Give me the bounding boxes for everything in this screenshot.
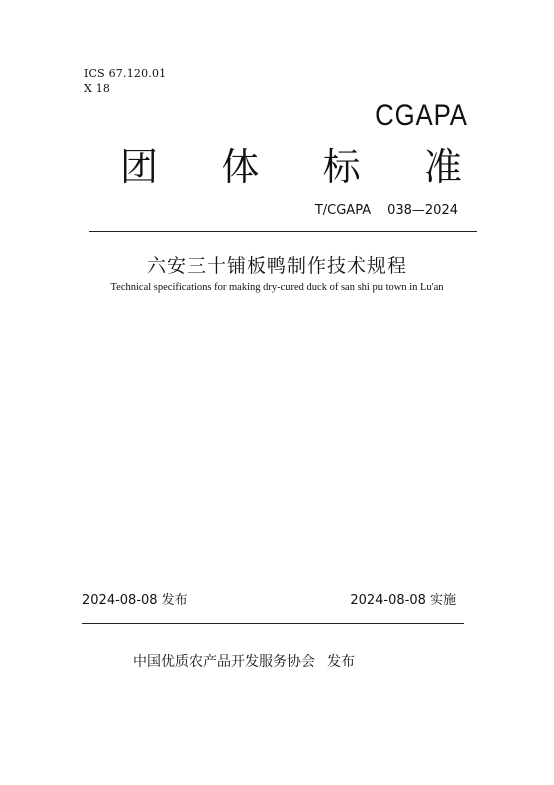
standard-type-title — [120, 143, 462, 191]
document-title-chinese: 六安三十铺板鸭制作技术规程 — [146, 255, 407, 277]
standard-number — [315, 202, 458, 220]
standard-type-char: 体 — [221, 145, 260, 189]
standard-number-prefix: T/CGAPA — [314, 203, 372, 218]
effective-date: 2024-08-08 实施 — [350, 593, 456, 608]
document-title-english: Technical specifications for making dry-cured duck of san shi pu town in Lu'an — [110, 282, 444, 293]
release-date: 2024-08-08 发布 — [82, 593, 188, 608]
organization-code: CGAPA — [375, 99, 468, 132]
standard-number-value: 038—2024 — [387, 203, 458, 218]
top-divider — [89, 231, 477, 232]
publisher-suffix: 发布 — [327, 654, 355, 670]
standard-type-char: 团 — [120, 145, 159, 189]
classification-codes — [84, 66, 166, 96]
standard-type-char: 准 — [423, 145, 462, 189]
bottom-divider — [82, 623, 464, 624]
publisher-name: 中国优质农产品开发服务协会 — [133, 654, 315, 670]
publisher-line — [133, 652, 355, 672]
standard-type-char: 标 — [322, 145, 361, 189]
ccs-code: X 18 — [84, 82, 111, 95]
ics-code: ICS 67.120.01 — [84, 67, 167, 80]
